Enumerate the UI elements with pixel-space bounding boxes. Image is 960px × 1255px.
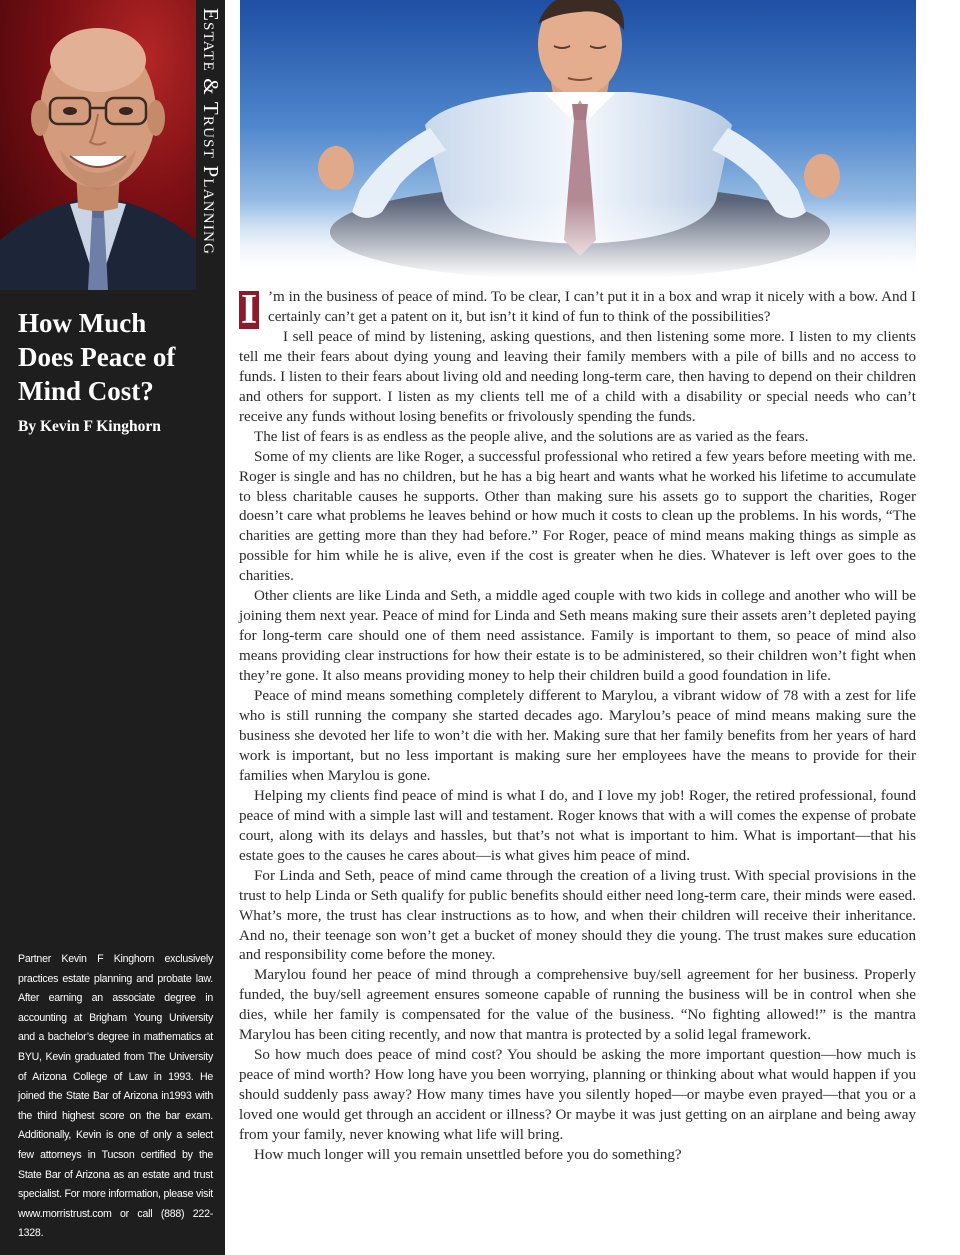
paragraph: Some of my clients are like Roger, a successful professional who retired a few years before meeting with me. Roger is single and has no children, but he has a big heart and wants what he worked his lifetime to accumulate to bless charitable causes he supports. Other than making sure his assets go to support the charities, Roger doesn’t care what problems he leaves behind or how much it costs to clean up the problems. In his words, “The charities are getting more than they had before.” For Roger, peace of mind means making things as simple as possible for him while he is alive, even if the cost is greater when he dies. Whatever is left over goes to the charities.: [239, 448, 916, 585]
byline: By Kevin F Kinghorn: [18, 418, 161, 435]
hero-photo: [240, 0, 916, 278]
paragraph: Helping my clients find peace of mind is what I do, and I love my job! Roger, the retired professional, found peace of mind with a simple last will and testament. Roger knows that with a will comes the expense of probate court, along with its delays and hassles, but that’s not what is important to him. What is important—that his estate goes to the causes he cares about—is what gives him peace of mind.: [239, 787, 916, 864]
article-title: How Much Does Peace of Mind Cost?: [18, 308, 176, 406]
drop-cap: I: [240, 287, 258, 333]
author-portrait-illustration: [0, 0, 196, 290]
paragraph: I sell peace of mind by listening, asking questions, and then listening some more. I listen to my clients tell me their fears about dying young and leaving their family members with a pile of bills and no access to funds. I listen to their fears about living old and needing long-term care, then having to depend on their children and others for support. I listen as my clients tell me of a child with a disability or special needs who can’t receive any funds without losing benefits or frivolously spending the funds.: [239, 328, 916, 425]
paragraph: So how much does peace of mind cost? You should be asking the more important question—how much is peace of mind worth? How long have you been worrying, planning or thinking about what would happen if you should suddenly pass away? How many times have you silently hoped—or maybe even prayed—that you or a loved one would get through an accident or illness? Or maybe it was just getting on an airplane and being away from your family, never knowing what life will bring.: [239, 1047, 916, 1144]
author-bio: Partner Kevin F Kinghorn exclusively practices estate planning and probate law. After earning an associate degree in accounting at Brigham Young University and a bachelor’s degree in mathematics at BYU, Kevin graduated from The University of Arizona College of Law in 1993. He joined the State Bar of Arizona in1993 with the third highest score on the bar exam. Additionally, Kevin is one of only a select few attorneys in Tucson certified by the State Bar of Arizona as an estate and trust specialist. For more information, please visit www.morristrust.com or call (888) 222-1328.: [18, 953, 213, 1240]
section-label: Estate & Trust Planning: [199, 8, 223, 256]
article-body: [239, 288, 916, 1166]
paragraph: For Linda and Seth, peace of mind came through the creation of a living trust. With special provisions in the trust to help Linda or Seth qualify for public benefits should either need long-term care, their minds were eased. What’s more, the trust has clear instructions as to how, and when their children will receive their inheritance. And no, their teenage son won’t get a bucket of money should they die young. The trust makes sure education and responsibility come before the money.: [239, 867, 916, 964]
paragraph: Marylou found her peace of mind through a comprehensive buy/sell agreement for her business. Properly funded, the buy/sell agreement ensures someone capable of running the business will be in control when she dies, while her family is compensated for the value of the business. “No fighting allowed!” is the mantra Marylou has been citing recently, and now that mantra is protected by a solid legal framework.: [239, 967, 916, 1044]
meditating-businessman-illustration: [240, 0, 916, 278]
paragraph: ’m in the business of peace of mind. To be clear, I can’t put it in a box and wrap it nicely with a bow. And I certainly can’t get a patent on it, but isn’t it kind of fun to think of the possibilities?: [268, 289, 916, 325]
paragraph: Peace of mind means something completely different to Marylou, a vibrant widow of 78 with a zest for life who is still running the company she started decades ago. Marylou’s peace of mind means making sure the business she devoted her life to won’t die with her. Making sure that her family benefits from her years of hard work is important, but no less important is making sure her employees have the means to provide for their families when Marylou is gone.: [239, 688, 916, 784]
author-photo: [0, 0, 196, 290]
sidebar: [0, 0, 225, 1255]
paragraph: How much longer will you remain unsettled before you do something?: [254, 1146, 682, 1163]
paragraph: Other clients are like Linda and Seth, a middle aged couple with two kids in college and another who will be joining them next year. Peace of mind for Linda and Seth means making sure their assets aren’t depleted paying for long-term care should one of them need assistance. Family is important to them, so peace of mind also means providing clear instructions for how their estate is to be administered, so their children won’t fight when they’re gone. It also means providing money to help their children build a good foundation in life.: [239, 588, 916, 685]
paragraph: The list of fears is as endless as the people alive, and the solutions are as varied as the fears.: [254, 428, 809, 445]
